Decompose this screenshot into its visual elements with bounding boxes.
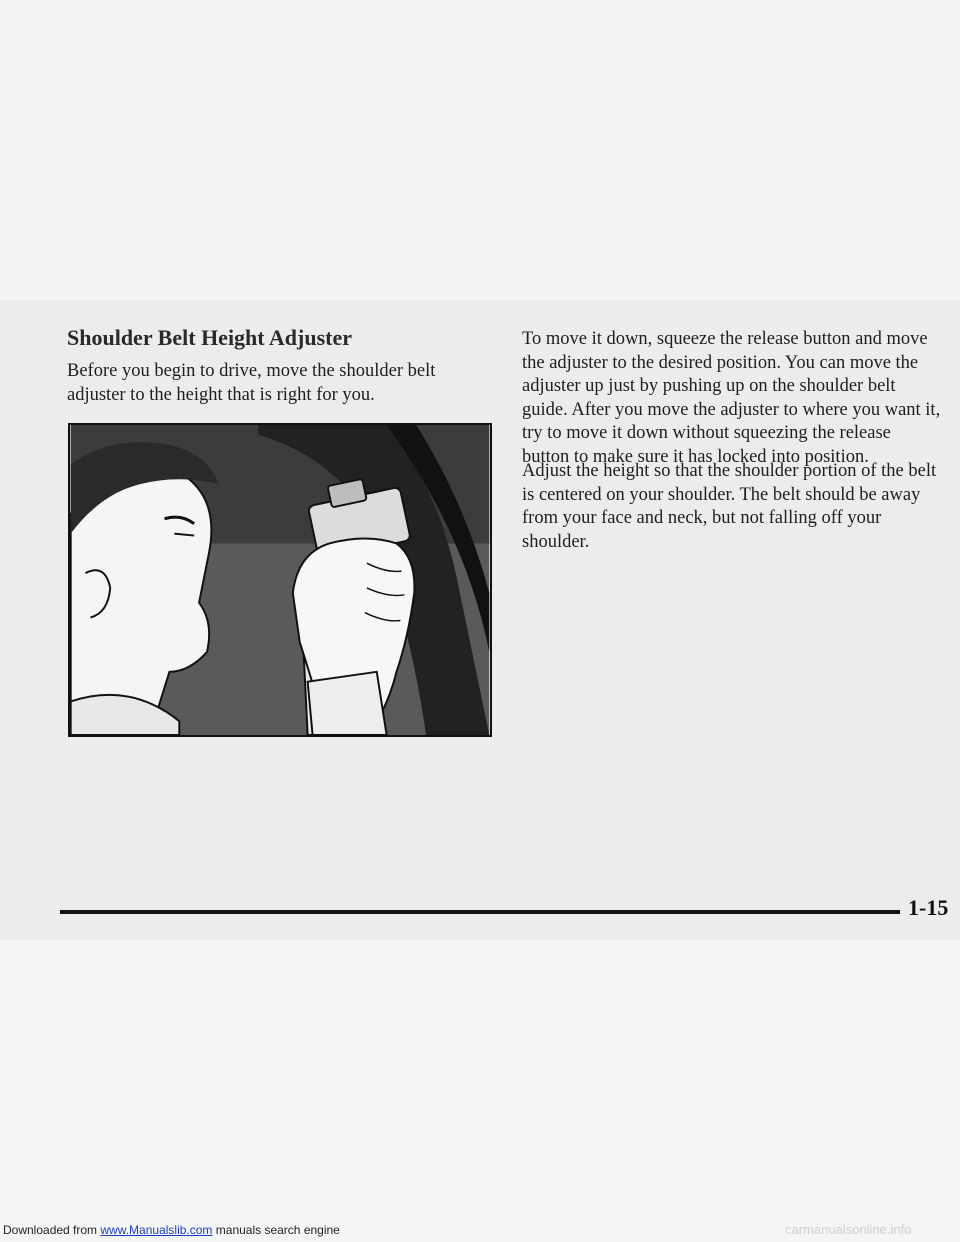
footer-prefix: Downloaded from [3, 1223, 101, 1237]
download-footer [3, 1223, 340, 1237]
watermark: carmanualsonline.info [785, 1222, 912, 1237]
section-heading: Shoulder Belt Height Adjuster [67, 325, 353, 350]
intro-paragraph: Before you begin to drive, move the shoulder belt adjuster to the height that is right for you. [67, 361, 436, 405]
manualslib-link[interactable]: www.Manualslib.com [100, 1223, 213, 1237]
adjust-instructions-paragraph: To move it down, squeeze the release button and move the adjuster to the desired position. You can move the adjuster up just by pushing up on the shoulder belt guide. After you move the adjuster to where you want it, try to move it down without squeezing the release button to make sure it has locked into position. [522, 329, 941, 467]
bottom-margin [0, 940, 960, 1242]
footer-suffix: manuals search engine [212, 1223, 340, 1237]
top-margin [0, 0, 960, 300]
page-number: 1-15 [908, 895, 949, 920]
belt-position-paragraph: Adjust the height so that the shoulder portion of the belt is centered on your shoulder. The belt should be away from your face and neck, but not falling off your shoulder. [522, 461, 937, 552]
shoulder-belt-adjuster-illustration [68, 423, 492, 737]
footer-rule [60, 910, 900, 914]
